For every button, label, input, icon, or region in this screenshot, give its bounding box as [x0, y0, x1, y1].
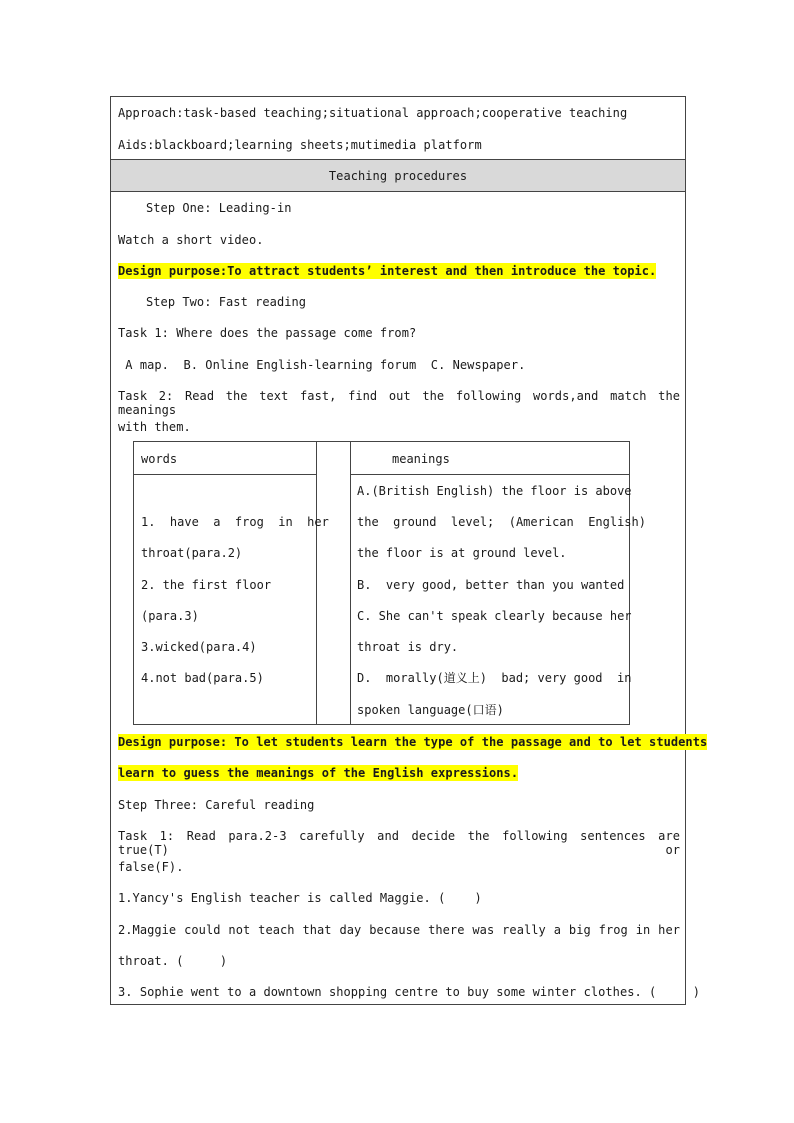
- step-two-task2-cont: with them.: [118, 420, 191, 434]
- step-two-task2: Task 2: Read the text fast, find out the following words,and match the meanings: [118, 389, 680, 417]
- word-item: 4.not bad(para.5): [141, 671, 264, 685]
- design-purpose-highlight: learn to guess the meanings of the English expressions.: [118, 766, 519, 780]
- aids-text: Aids:blackboard;learning sheets;mutimedia platform: [118, 138, 482, 152]
- question-1: 1.Yancy's English teacher is called Maggie. ( ): [118, 891, 482, 905]
- step-one-text: Watch a short video.: [118, 233, 264, 247]
- step-two-options: A map. B. Online English-learning forum C. Newspaper.: [118, 358, 526, 372]
- meaning-line: the floor is at ground level.: [357, 546, 567, 560]
- divider: [111, 191, 685, 192]
- step-two-purpose: [118, 735, 707, 749]
- matching-table: [133, 441, 646, 725]
- step-three-task1: Task 1: Read para.2-3 carefully and decide the following sentences are true(T) or: [118, 829, 680, 857]
- step-one-purpose: [118, 264, 656, 278]
- procedures-header: [111, 160, 685, 191]
- meaning-line: C. She can't speak clearly because her: [357, 609, 632, 623]
- procedures-header-label: Teaching procedures: [328, 169, 468, 183]
- column-divider: [350, 442, 351, 724]
- step-one-title: Step One: Leading-in: [146, 201, 292, 215]
- design-purpose-highlight: Design purpose:To attract students’ interest and then introduce the topic.: [118, 264, 657, 278]
- column-divider: [316, 442, 317, 724]
- step-two-task1: Task 1: Where does the passage come from?: [118, 326, 417, 340]
- question-2: 2.Maggie could not teach that day because there was really a big frog in her: [118, 923, 680, 937]
- step-three-title: Step Three: Careful reading: [118, 798, 315, 812]
- word-item: (para.3): [141, 609, 199, 623]
- meaning-line: the ground level; (American English): [357, 515, 646, 529]
- meanings-header: meanings: [392, 452, 450, 466]
- word-item: 1. have a frog in her: [141, 515, 329, 529]
- question-3: 3. Sophie went to a downtown shopping centre to buy some winter clothes. ( ): [118, 985, 700, 999]
- words-header: words: [141, 452, 178, 466]
- word-item: throat(para.2): [141, 546, 243, 560]
- step-two-purpose-cont: [118, 766, 518, 780]
- step-two-title: Step Two: Fast reading: [146, 295, 307, 309]
- meaning-line: D. morally(道义上) bad; very good in: [357, 671, 632, 685]
- meanings-header-divider: [350, 474, 629, 475]
- step-three-task1-cont: false(F).: [118, 860, 184, 874]
- meaning-line: spoken language(口语): [357, 703, 504, 717]
- approach-text: Approach:task-based teaching;situational approach;cooperative teaching: [118, 106, 628, 120]
- word-item: 3.wicked(para.4): [141, 640, 257, 654]
- meaning-line: B. very good, better than you wanted: [357, 578, 625, 592]
- question-2-cont: throat. ( ): [118, 954, 228, 968]
- words-header-divider: [134, 474, 316, 475]
- meaning-line: A.(British English) the floor is above: [357, 484, 632, 498]
- design-purpose-highlight: Design purpose: To let students learn the type of the passage and to let students: [118, 735, 708, 749]
- lesson-plan-table: [110, 96, 708, 1005]
- meaning-line: throat is dry.: [357, 640, 459, 654]
- word-item: 2. the first floor: [141, 578, 272, 592]
